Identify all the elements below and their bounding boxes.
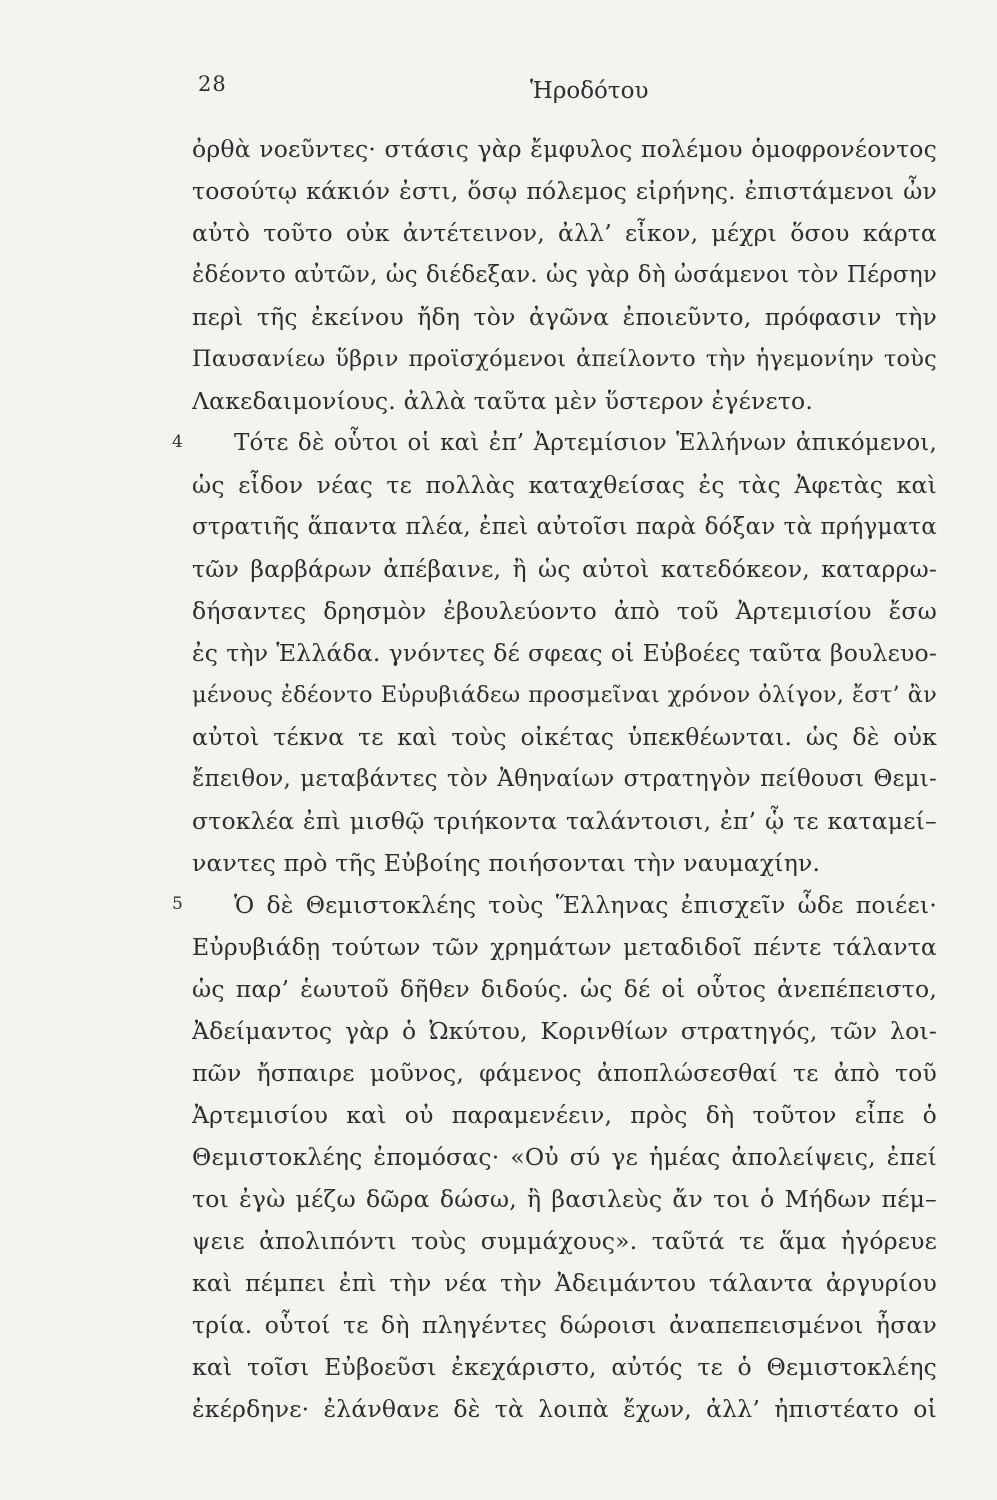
line-text: τρία. οὗτοί τε δὴ πληγέντες δώροισι ἀναπεπεισμένοι ἦσαν bbox=[192, 1311, 937, 1339]
line-text: Ὁ δὲ Θεμιστοκλέης τοὺς Ἕλληνας ἐπισχεῖν ὧδε ποιέει· bbox=[234, 891, 937, 919]
text-line bbox=[192, 1094, 937, 1136]
text-line bbox=[192, 1262, 937, 1304]
line-text: καὶ τοῖσι Εὐβοεῦσι ἐκεχάριστο, αὐτός τε ὁ Θεμιστοκλέης bbox=[192, 1353, 937, 1381]
line-text: Παυσανίεω ὕβριν προϊσχόμενοι ἀπείλοντο τὴν ἡγεμονίην τοὺς bbox=[192, 346, 937, 372]
text-line bbox=[192, 1052, 937, 1094]
text-line bbox=[192, 1178, 937, 1220]
text-line bbox=[192, 464, 937, 506]
line-text: αὐτοὶ τέκνα τε καὶ τοὺς οἰκέτας ὑπεκθέωνται. ὡς δὲ οὐκ bbox=[192, 723, 937, 751]
text-line bbox=[192, 842, 937, 884]
text-line bbox=[192, 296, 937, 338]
text-line bbox=[192, 1346, 937, 1388]
text-line bbox=[192, 968, 937, 1010]
text-line bbox=[192, 716, 937, 758]
text-line bbox=[192, 128, 937, 170]
line-text: τοσούτῳ κάκιόν ἐστι, ὅσῳ πόλεμος εἰρήνης. ἐπιστάμενοι ὦν bbox=[192, 177, 937, 205]
line-text: ναντες πρὸ τῆς Εὐβοίης ποιήσονται τὴν ναυμαχίην. bbox=[192, 849, 821, 877]
page-header bbox=[0, 72, 997, 112]
text-line bbox=[192, 170, 937, 212]
line-text: ὀρθὰ νοεῦντες· στάσις γὰρ ἔμφυλος πολέμου ὁμοφρονέοντος bbox=[192, 135, 937, 163]
line-text: ὡς παρ’ ἑωυτοῦ δῆθεν διδούς. ὡς δέ οἱ οὗτος ἀνεπέπειστο, bbox=[192, 975, 937, 1003]
text-line bbox=[192, 926, 937, 968]
line-text: Λακεδαιμονίους. ἀλλὰ ταῦτα μὲν ὕστερον ἐγένετο. bbox=[192, 387, 814, 415]
text-line bbox=[192, 506, 937, 548]
text-line bbox=[192, 212, 937, 254]
line-text: αὐτὸ τοῦτο οὐκ ἀντέτεινον, ἀλλ’ εἶκον, μέχρι ὅσου κάρτα bbox=[192, 219, 937, 247]
line-text: ἐκέρδηνε· ἐλάνθανε δὲ τὰ λοιπὰ ἔχων, ἀλλ’ ἠπιστέατο οἱ bbox=[192, 1395, 937, 1423]
text-line bbox=[192, 254, 937, 296]
text-line bbox=[192, 758, 937, 800]
text-line bbox=[192, 380, 937, 422]
line-text: Θεμιστοκλέης ἐπομόσας· «Οὐ σύ γε ἡμέας ἀπολείψεις, ἐπεί bbox=[192, 1143, 937, 1171]
line-text: Ἀρτεμισίου καὶ οὐ παραμενέειν, πρὸς δὴ τοῦτον εἶπε ὁ bbox=[192, 1101, 937, 1129]
text-line bbox=[192, 632, 937, 674]
text-line bbox=[192, 800, 937, 842]
line-text: καὶ πέμπει ἐπὶ τὴν νέα τὴν Ἀδειμάντου τάλαντα ἀργυρίου bbox=[192, 1269, 937, 1297]
line-text: πῶν ἤσπαιρε μοῦνος, φάμενος ἀποπλώσεσθαί τε ἀπὸ τοῦ bbox=[192, 1059, 937, 1087]
text-line bbox=[192, 548, 937, 590]
line-text: ὡς εἶδον νέας τε πολλὰς καταχθείσας ἐς τὰς Ἀφετὰς καὶ bbox=[192, 471, 937, 499]
line-text: στοκλέα ἐπὶ μισθῷ τριήκοντα ταλάντοισι, ἐπ’ ᾧ τε καταμεί– bbox=[192, 807, 937, 835]
line-text: ψειε ἀπολιπόντι τοὺς συμμάχους». ταῦτά τε ἅμα ἠγόρευε bbox=[192, 1227, 937, 1255]
text-line bbox=[192, 590, 937, 632]
line-text: Ἀδείμαντος γὰρ ὁ Ὠκύτου, Κορινθίων στρατηγός, τῶν λοι- bbox=[192, 1017, 937, 1045]
text-line bbox=[192, 338, 937, 380]
line-text: ἐς τὴν Ἑλλάδα. γνόντες δέ σφεας οἱ Εὐβοέες ταῦτα βουλευο- bbox=[192, 639, 937, 667]
page-number: 28 bbox=[198, 72, 227, 96]
text-line bbox=[192, 1388, 937, 1430]
line-text: ἔπειθον, μεταβάντες τὸν Ἀθηναίων στρατηγὸν πείθουσι Θεμι- bbox=[192, 766, 937, 792]
section-number: 5 bbox=[172, 894, 184, 914]
text-line bbox=[192, 1136, 937, 1178]
line-text: Τότε δὲ οὗτοι οἱ καὶ ἐπ’ Ἀρτεμίσιον Ἑλλήνων ἀπικόμενοι, bbox=[234, 430, 937, 456]
line-text: στρατιῆς ἅπαντα πλέα, ἐπεὶ αὐτοῖσι παρὰ δόξαν τὰ πρήγματα bbox=[192, 514, 937, 540]
line-text: τῶν βαρβάρων ἀπέβαινε, ἢ ὡς αὐτοὶ κατεδόκεον, καταρρω- bbox=[192, 555, 937, 583]
text-line bbox=[192, 1010, 937, 1052]
body-text bbox=[172, 128, 937, 1430]
line-text: δήσαντες δρησμὸν ἐβουλεύοντο ἀπὸ τοῦ Ἀρτεμισίου ἔσω bbox=[192, 597, 937, 625]
line-text: Εὐρυβιάδῃ τούτων τῶν χρημάτων μεταδιδοῖ πέντε τάλαντα bbox=[192, 933, 937, 961]
text-line bbox=[192, 1220, 937, 1262]
line-text: περὶ τῆς ἐκείνου ἤδη τὸν ἀγῶνα ἐποιεῦντο, πρόφασιν τὴν bbox=[192, 303, 937, 331]
text-line bbox=[172, 884, 937, 926]
text-line bbox=[192, 674, 937, 716]
running-title: Ἡροδότου bbox=[530, 78, 649, 104]
line-text: ἐδέοντο αὐτῶν, ὡς διέδεξαν. ὡς γὰρ δὴ ὠσάμενοι τὸν Πέρσην bbox=[192, 262, 937, 288]
text-line bbox=[192, 1304, 937, 1346]
section-number: 4 bbox=[172, 432, 184, 452]
text-line bbox=[172, 422, 937, 464]
line-text: μένους ἐδέοντο Εὐρυβιάδεω προσμεῖναι χρόνον ὀλίγον, ἔστ’ ἂν bbox=[192, 682, 937, 708]
line-text: τοι ἐγὼ μέζω δῶρα δώσω, ἢ βασιλεὺς ἄν τοι ὁ Μήδων πέμ– bbox=[192, 1185, 937, 1213]
